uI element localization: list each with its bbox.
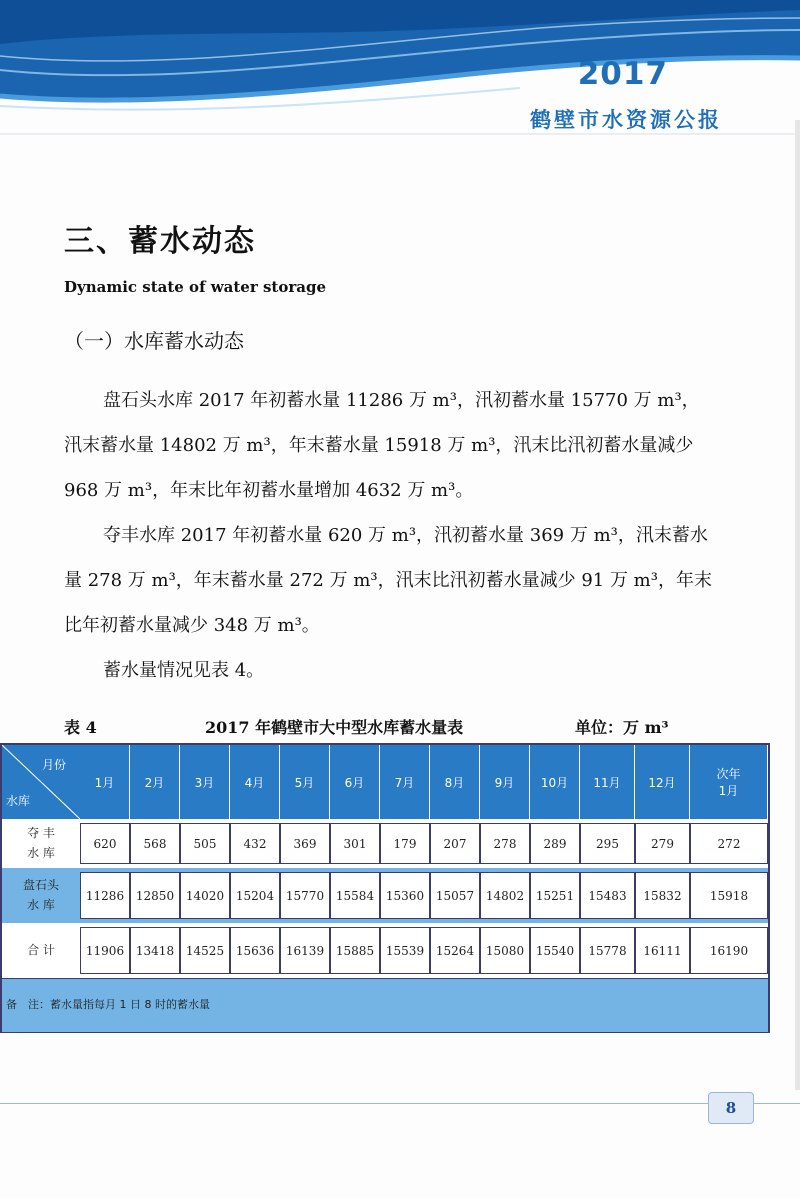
table-cell: 15832 [635, 872, 690, 919]
month-header: 次年 1月 [690, 745, 768, 819]
month-header: 9月 [480, 745, 530, 819]
paragraph-table-ref: 蓄水量情况见表 4。 [103, 660, 265, 681]
table-cell: 15251 [530, 872, 580, 919]
page-header [0, 0, 800, 135]
table-cell: 15080 [480, 927, 530, 974]
table-cell: 15584 [330, 872, 380, 919]
table-cell: 15057 [430, 872, 480, 919]
footer-rule [0, 1103, 800, 1104]
table-cell: 15539 [380, 927, 430, 974]
table-cell: 15636 [230, 927, 280, 974]
table-cell: 432 [230, 823, 280, 864]
table-cell: 15540 [530, 927, 580, 974]
corner-reservoir-label: 水库 [6, 794, 31, 808]
table-cell: 272 [690, 823, 768, 864]
table-cell: 14525 [180, 927, 230, 974]
table-cell: 279 [635, 823, 690, 864]
section-title: 三、蓄水动态 [64, 224, 256, 259]
table-cell: 11906 [80, 927, 130, 974]
table-cell: 13418 [130, 927, 180, 974]
reservoir-name: 盘石头 水 库 [22, 878, 59, 912]
table-cell: 505 [180, 823, 230, 864]
table-cell: 15778 [580, 927, 635, 974]
month-header: 4月 [230, 745, 280, 819]
table-cell: 16111 [635, 927, 690, 974]
table-cell: 15918 [690, 872, 768, 919]
paragraph-duofeng: 夺丰水库 2017 年初蓄水量 620 万 m³，汛初蓄水量 369 万 m³，汛末蓄水量 278 万 m³，年末蓄水量 272 万 m³，汛末比汛初蓄水量减少 91 万 m³，年末比年初蓄水量减少 348 万 m³。 [64, 525, 712, 636]
table-cell: 15483 [580, 872, 635, 919]
table-cell: 11286 [80, 872, 130, 919]
header-year: 2017 [577, 56, 668, 92]
table-cell: 15204 [230, 872, 280, 919]
table-cell: 289 [530, 823, 580, 864]
table-cell: 278 [480, 823, 530, 864]
month-header: 3月 [180, 745, 230, 819]
table-cell: 16190 [690, 927, 768, 974]
month-header: 11月 [580, 745, 635, 819]
table-cell: 14020 [180, 872, 230, 919]
month-header: 5月 [280, 745, 330, 819]
section-subtitle-en: Dynamic state of water storage [64, 278, 327, 296]
table-cell: 301 [330, 823, 380, 864]
table-label: 表 4 [64, 718, 97, 737]
table-cell: 295 [580, 823, 635, 864]
table-cell: 15264 [430, 927, 480, 974]
month-header: 10月 [530, 745, 580, 819]
table-cell: 16139 [280, 927, 330, 974]
table-title: 2017 年鹤壁市大中型水库蓄水量表 [205, 718, 464, 737]
table-note: 备 注：蓄水量指每月 1 日 8 时的蓄水量 [6, 998, 210, 1011]
table-cell: 12850 [130, 872, 180, 919]
month-header: 6月 [330, 745, 380, 819]
table-cell: 15360 [380, 872, 430, 919]
table-cell: 568 [130, 823, 180, 864]
table-cell: 15885 [330, 927, 380, 974]
table-cell: 369 [280, 823, 330, 864]
month-header: 1月 [80, 745, 130, 819]
reservoir-name: 合 计 [27, 943, 55, 957]
month-header: 7月 [380, 745, 430, 819]
table-cell: 620 [80, 823, 130, 864]
storage-table [0, 743, 770, 1033]
subsection-title: （一）水库蓄水动态 [64, 329, 244, 353]
table-cell: 14802 [480, 872, 530, 919]
header-report-title: 鹤壁市水资源公报 [530, 108, 722, 132]
corner-month-label: 月份 [42, 758, 67, 772]
month-header: 12月 [635, 745, 690, 819]
page-edge-shadow [795, 120, 800, 1090]
table-cell: 207 [430, 823, 480, 864]
reservoir-name: 夺 丰 水 库 [27, 826, 55, 860]
month-header: 2月 [130, 745, 180, 819]
month-header: 8月 [430, 745, 480, 819]
table-cell: 15770 [280, 872, 330, 919]
page-number: 8 [708, 1092, 754, 1124]
table-unit: 单位：万 m³ [575, 718, 669, 737]
paragraph-panshitou: 盘石头水库 2017 年初蓄水量 11286 万 m³，汛初蓄水量 15770 万 m³，汛末蓄水量 14802 万 m³，年末蓄水量 15918 万 m³，汛末比汛初蓄水量减少 968 万 m³，年末比年初蓄水量增加 4632 万 m³。 [64, 390, 700, 501]
table-note-row [2, 978, 768, 1032]
table-cell: 179 [380, 823, 430, 864]
